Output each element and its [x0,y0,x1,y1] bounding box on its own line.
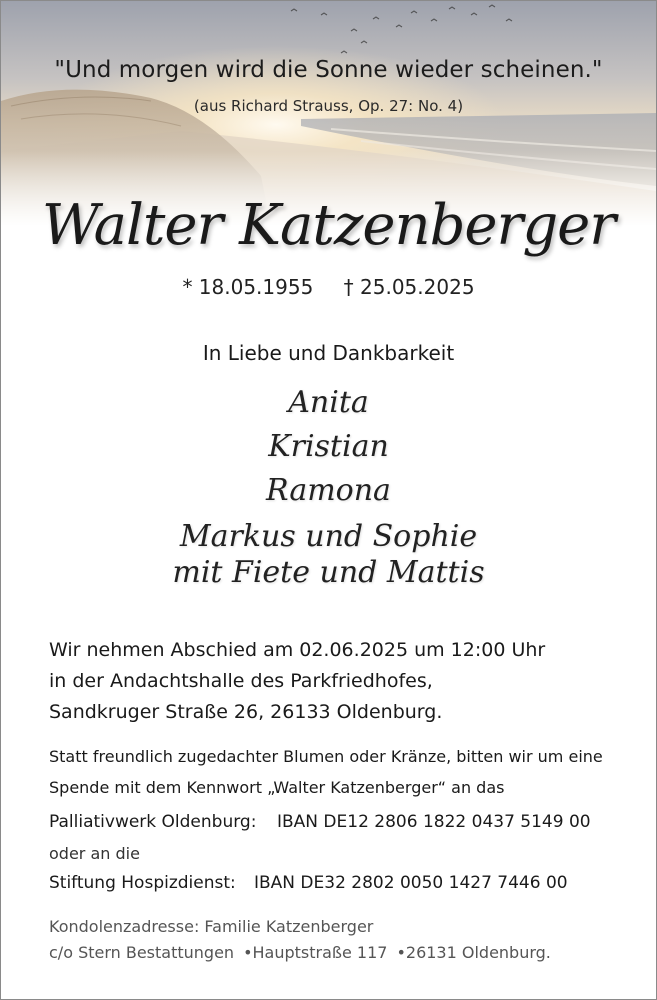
separator: • [243,943,253,962]
mourner-name: Kristian [268,429,389,464]
address-part: 26131 Oldenburg. [405,943,551,962]
birth-date: * 18.05.1955 [182,275,314,299]
mourner-name: Anita [288,385,369,420]
separator: • [396,943,406,962]
recipient-iban: IBAN DE32 2802 0050 1427 7446 00 [254,873,568,893]
mourners-intro: In Liebe und Dankbarkeit [202,341,455,365]
donation-line: Statt freundlich zugedachter Blumen oder Kränze, bitten wir um eine [49,747,603,766]
donation-recipient-2 [49,873,609,893]
funeral-line: Wir nehmen Abschied am 02.06.2025 um 12:00 Uhr [49,639,546,661]
life-dates [1,275,656,299]
death-date: † 25.05.2025 [343,275,475,299]
funeral-line: Sandkruger Straße 26, 26133 Oldenburg. [49,701,443,723]
donation-request [49,741,603,803]
deceased-name: Walter Katzenberger [41,193,616,258]
mourner-name: Ramona [266,473,391,508]
address-part: c/o Stern Bestattungen [49,943,235,962]
mourner-group-line: mit Fiete und Mattis [172,555,485,590]
recipient-label: Palliativwerk Oldenburg: [49,812,257,832]
recipient-label: Stiftung Hospizdienst: [49,873,236,893]
quote-source: (aus Richard Strauss, Op. 27: No. 4) [193,97,464,115]
recipient-iban: IBAN DE12 2806 1822 0437 5149 00 [277,812,591,832]
condolence-line: Kondolenzadresse: Familie Katzenberger [49,917,374,936]
or-text: oder an die [49,844,140,863]
mourner-names [1,381,656,591]
donation-line: Spende mit dem Kennwort „Walter Katzenberger“ an das [49,778,505,797]
condolence-line [49,940,551,966]
donation-recipient-1 [49,812,609,832]
funeral-line: in der Andachtshalle des Parkfriedhofes, [49,670,433,692]
header-quote: "Und morgen wird die Sonne wieder scheinen." [54,57,603,83]
funeral-details [49,635,545,728]
mourner-group-line: Markus und Sophie [179,519,478,554]
address-part: Hauptstraße 117 [252,943,388,962]
condolence-address [49,914,551,966]
